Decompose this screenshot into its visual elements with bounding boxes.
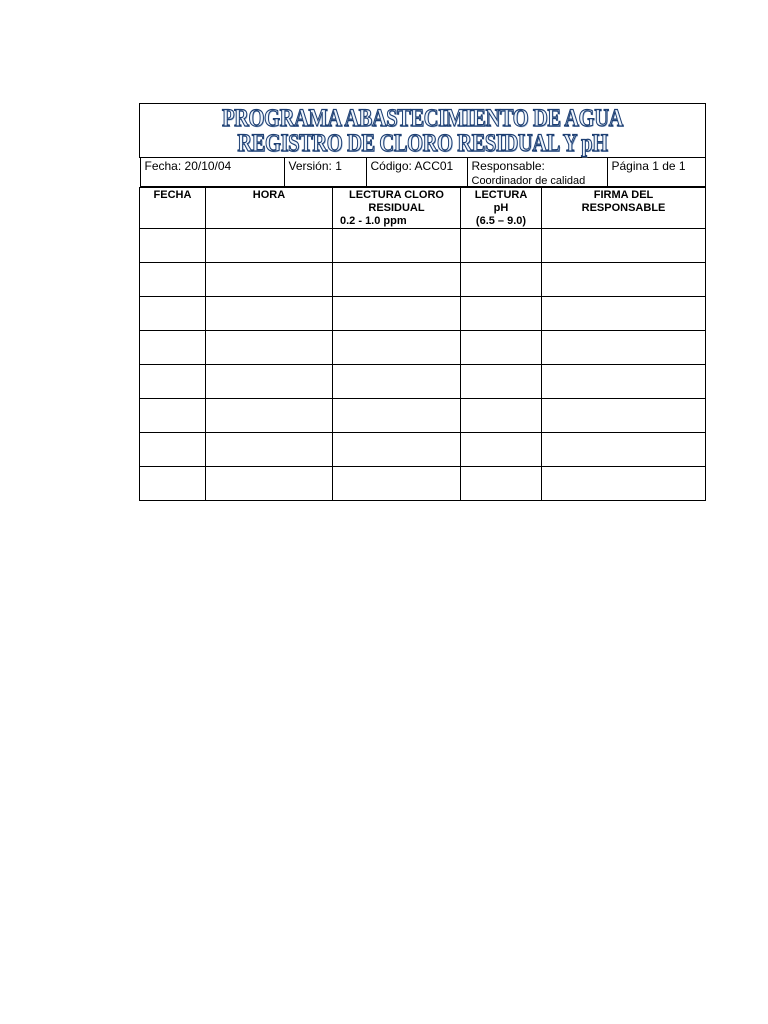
responsible-field [468, 158, 608, 186]
column-header-fecha: FECHA [140, 188, 206, 229]
cell-hora[interactable] [206, 331, 333, 365]
cell-cloro[interactable] [333, 467, 461, 501]
cell-ph[interactable] [461, 297, 542, 331]
cell-fecha[interactable] [140, 365, 206, 399]
cell-cloro[interactable] [333, 297, 461, 331]
table-row [140, 331, 706, 365]
column-header-ph: LECTURA pH (6.5 – 9.0) [461, 188, 542, 229]
cell-ph[interactable] [461, 331, 542, 365]
table-row [140, 297, 706, 331]
column-header-hora: HORA [206, 188, 333, 229]
cell-cloro[interactable] [333, 399, 461, 433]
cell-hora[interactable] [206, 399, 333, 433]
column-header-cloro: LECTURA CLORO RESIDUAL 0.2 - 1.0 ppm [333, 188, 461, 229]
form-metadata-row [140, 158, 706, 187]
cell-fecha[interactable] [140, 297, 206, 331]
table-row [140, 467, 706, 501]
cell-hora[interactable] [206, 229, 333, 263]
cell-firma[interactable] [542, 365, 706, 399]
cell-fecha[interactable] [140, 433, 206, 467]
cell-fecha[interactable] [140, 331, 206, 365]
cell-firma[interactable] [542, 467, 706, 501]
form-title [140, 104, 706, 158]
cell-ph[interactable] [461, 433, 542, 467]
form-title-line-1: PROGRAMA ABASTECIMIENTO DE AGUA [222, 104, 623, 132]
cell-fecha[interactable] [140, 399, 206, 433]
cell-ph[interactable] [461, 365, 542, 399]
cell-ph[interactable] [461, 467, 542, 501]
column-header-firma: FIRMA DEL RESPONSABLE [542, 188, 706, 229]
table-row [140, 263, 706, 297]
cell-ph[interactable] [461, 263, 542, 297]
cell-cloro[interactable] [333, 229, 461, 263]
date-field: Fecha: 20/10/04 [141, 158, 285, 186]
cell-hora[interactable] [206, 467, 333, 501]
cell-cloro[interactable] [333, 331, 461, 365]
table-row [140, 433, 706, 467]
cell-firma[interactable] [542, 433, 706, 467]
responsible-value: Coordinador de calidad [471, 175, 586, 187]
cell-ph[interactable] [461, 229, 542, 263]
code-field: Código: ACC01 [367, 158, 468, 186]
cell-hora[interactable] [206, 365, 333, 399]
cell-firma[interactable] [542, 297, 706, 331]
cell-cloro[interactable] [333, 263, 461, 297]
cell-firma[interactable] [542, 331, 706, 365]
cell-cloro[interactable] [333, 433, 461, 467]
form-title-line-2: REGISTRO DE CLORO RESIDUAL Y pH [237, 129, 608, 157]
cell-fecha[interactable] [140, 229, 206, 263]
responsible-label: Responsable: [471, 159, 545, 173]
cell-firma[interactable] [542, 263, 706, 297]
water-chlorine-ph-log-form [139, 103, 706, 501]
cell-firma[interactable] [542, 229, 706, 263]
cell-ph[interactable] [461, 399, 542, 433]
cell-fecha[interactable] [140, 467, 206, 501]
cell-hora[interactable] [206, 433, 333, 467]
table-row [140, 365, 706, 399]
cell-hora[interactable] [206, 297, 333, 331]
cell-cloro[interactable] [333, 365, 461, 399]
cell-hora[interactable] [206, 263, 333, 297]
table-row [140, 399, 706, 433]
table-row [140, 229, 706, 263]
cell-fecha[interactable] [140, 263, 206, 297]
cell-firma[interactable] [542, 399, 706, 433]
version-field: Versión: 1 [285, 158, 367, 186]
page-field: Página 1 de 1 [611, 159, 686, 173]
column-header-row [140, 188, 706, 229]
